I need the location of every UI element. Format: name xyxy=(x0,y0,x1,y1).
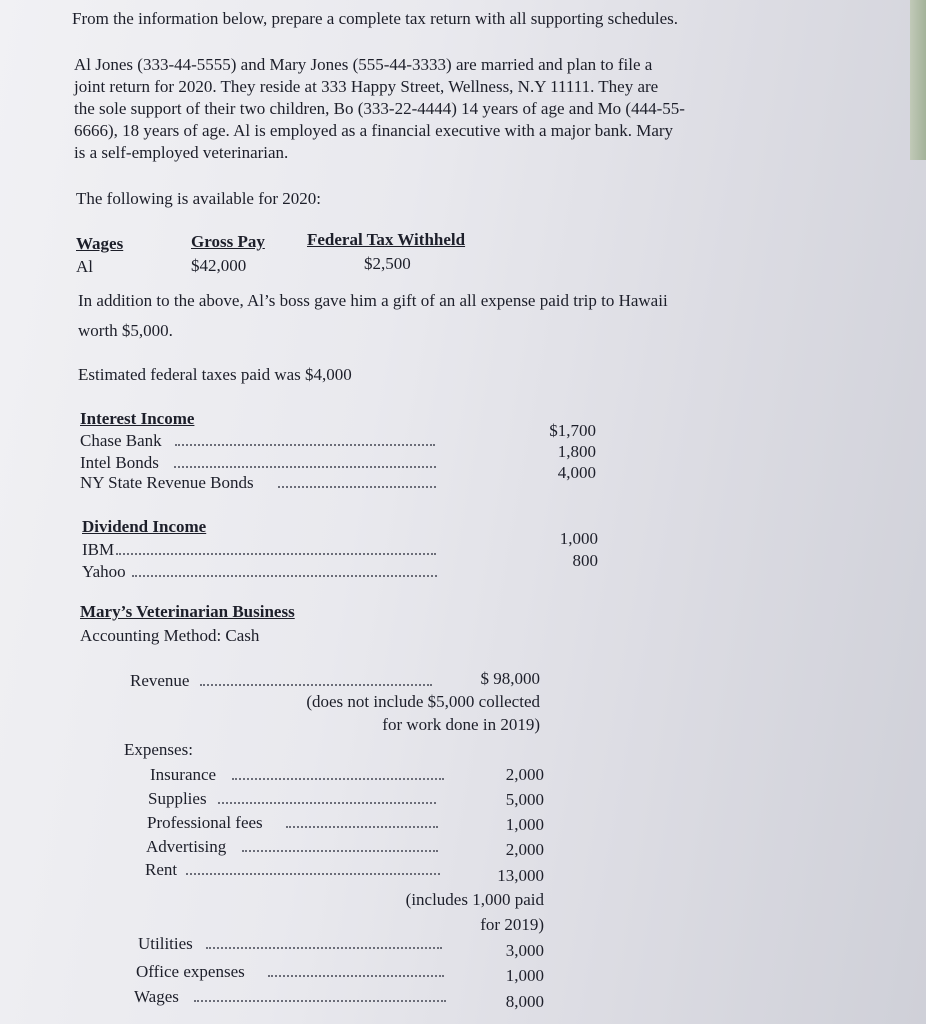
expense-label: Insurance xyxy=(150,765,217,784)
revenue-note: for work done in 2019) xyxy=(382,715,540,734)
estimated-taxes: Estimated federal taxes paid was $4,000 xyxy=(78,365,352,384)
wages-header: Wages xyxy=(76,234,124,253)
interest-label: NY State Revenue Bonds xyxy=(80,473,254,492)
gift-line: worth $5,000. xyxy=(78,321,173,340)
expense-label: Supplies xyxy=(148,789,207,808)
leader-dots xyxy=(268,973,444,977)
business-title: Mary’s Veterinarian Business xyxy=(80,602,295,621)
expense-value: 2,000 xyxy=(505,840,544,859)
available-heading: The following is available for 2020: xyxy=(76,189,322,208)
leader-dots xyxy=(175,442,435,446)
expense-label: Advertising xyxy=(146,837,227,856)
federal-withheld-value: $2,500 xyxy=(364,254,411,273)
expense-value: 5,000 xyxy=(505,790,544,809)
leader-dots xyxy=(194,998,446,1002)
leader-dots xyxy=(278,484,436,488)
expense-value: 2,000 xyxy=(505,765,544,784)
leader-dots xyxy=(174,464,436,468)
gift-line: In addition to the above, Al’s boss gave him a gift of an all expense paid trip to Hawaii xyxy=(78,291,668,310)
rent-note: for 2019) xyxy=(480,915,544,934)
revenue-note: (does not include $5,000 collected xyxy=(306,692,540,711)
interest-label: Intel Bonds xyxy=(80,453,159,472)
expense-label: Utilities xyxy=(138,934,193,953)
expense-label: Professional fees xyxy=(147,813,263,832)
interest-label: Chase Bank xyxy=(80,431,162,450)
background-plant-edge xyxy=(910,0,926,160)
leader-dots xyxy=(132,573,437,577)
leader-dots xyxy=(200,682,432,686)
wages-name: Al xyxy=(76,257,93,276)
expense-value: 1,000 xyxy=(505,815,544,834)
expense-label: Rent xyxy=(145,860,178,879)
leader-dots xyxy=(232,776,444,780)
dividend-label: Yahoo xyxy=(82,562,126,581)
leader-dots xyxy=(242,848,438,852)
expense-value: 3,000 xyxy=(505,941,544,960)
accounting-method: Accounting Method: Cash xyxy=(80,626,260,645)
revenue-label: Revenue xyxy=(130,671,190,690)
expense-value: 13,000 xyxy=(497,866,544,885)
expenses-label: Expenses: xyxy=(124,740,193,759)
leader-dots xyxy=(286,824,438,828)
interest-value: 1,800 xyxy=(557,442,596,461)
instruction-text: From the information below, prepare a complete tax return with all supporting schedules. xyxy=(72,9,679,28)
federal-withheld-header: Federal Tax Withheld xyxy=(307,230,466,249)
leader-dots xyxy=(218,800,436,804)
intro-line: the sole support of their two children, Bo (333-22-4444) 14 years of age and Mo (444-55- xyxy=(74,99,685,118)
interest-title: Interest Income xyxy=(80,409,195,428)
intro-line: Al Jones (333-44-5555) and Mary Jones (555-44-3333) are married and plan to file a xyxy=(74,55,653,74)
leader-dots xyxy=(116,551,436,555)
dividend-title: Dividend Income xyxy=(82,517,207,536)
dividend-value: 800 xyxy=(572,551,598,570)
dividend-value: 1,000 xyxy=(559,529,598,548)
intro-line: 6666), 18 years of age. Al is employed as a financial executive with a major bank. Mary xyxy=(74,121,674,140)
expense-label: Office expenses xyxy=(136,962,245,981)
interest-value: $1,700 xyxy=(549,421,596,440)
revenue-value: $ 98,000 xyxy=(480,669,540,688)
expense-value: 8,000 xyxy=(505,992,544,1011)
intro-line: is a self-employed veterinarian. xyxy=(74,143,289,162)
leader-dots xyxy=(186,871,440,875)
expense-label: Wages xyxy=(134,987,179,1006)
dividend-label: IBM xyxy=(82,540,115,559)
leader-dots xyxy=(206,945,442,949)
expense-value: 1,000 xyxy=(505,966,544,985)
gross-pay-value: $42,000 xyxy=(191,256,247,275)
interest-value: 4,000 xyxy=(557,463,596,482)
intro-line: joint return for 2020. They reside at 333 Happy Street, Wellness, N.Y 11111. They are xyxy=(74,77,659,96)
gross-pay-header: Gross Pay xyxy=(191,232,265,251)
rent-note: (includes 1,000 paid xyxy=(405,890,544,909)
